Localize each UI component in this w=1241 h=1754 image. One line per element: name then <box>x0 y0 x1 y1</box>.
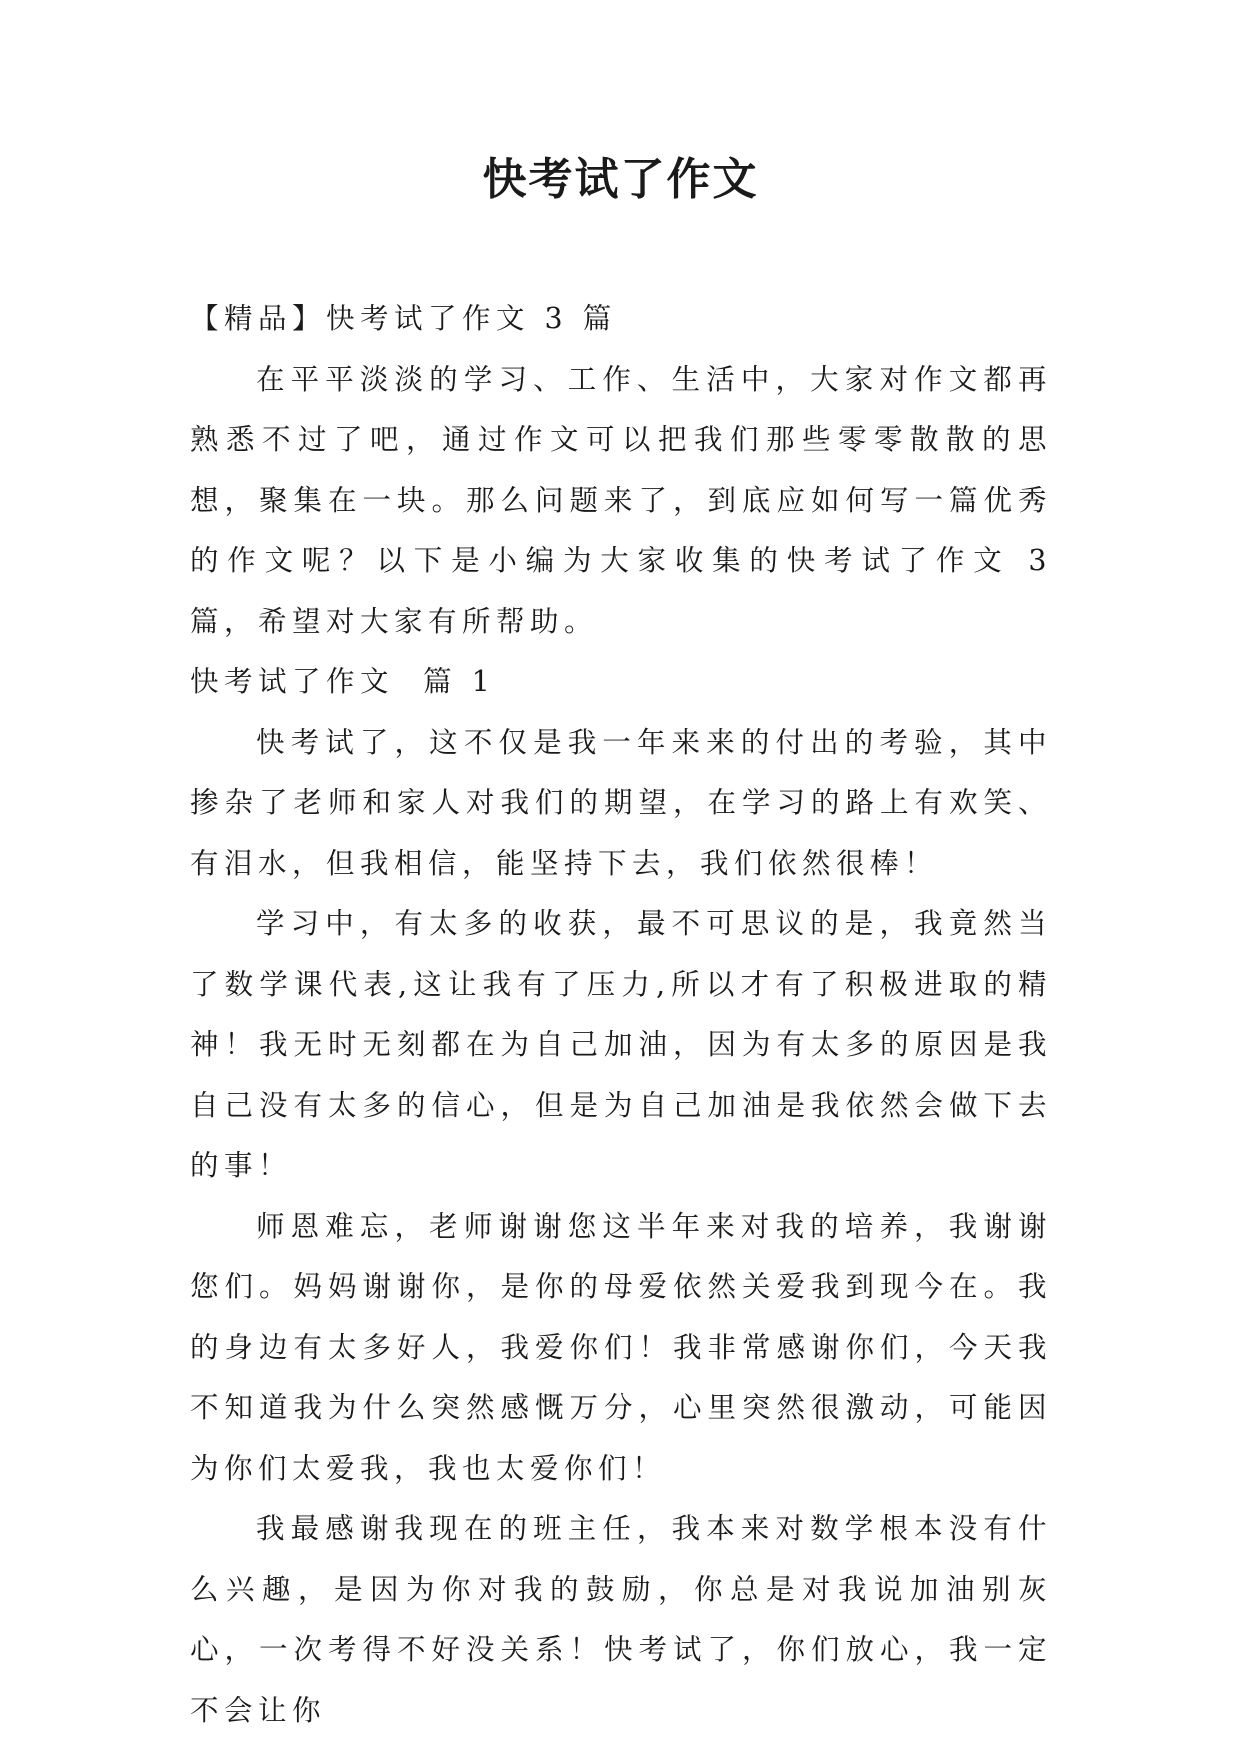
document-title: 快考试了作文 <box>482 154 759 205</box>
body-paragraph-3: 师恩难忘，老师谢谢您这半年来对我的培养，我谢谢您们。妈妈谢谢你，是你的母爱依然关爱我到现今在。我的身边有太多好人，我爱你们！我非常感谢你们，今天我不知道我为什么突然感慨万分，心里突然很激动，可能因为你们太爱我，我也太爱你们！ <box>190 1209 1052 1485</box>
intro-paragraph: 在平平淡淡的学习、工作、生活中，大家对作文都再熟悉不过了吧，通过作文可以把我们那些零零散散的思想，聚集在一块。那么问题来了，到底应如何写一篇优秀的作文呢？以下是小编为大家收集的快考试了作文 3 篇，希望对大家有所帮助。 <box>190 362 1052 638</box>
section-heading: 快考试了作文 篇 1 <box>190 665 496 698</box>
document-subtitle: 【精品】快考试了作文 3 篇 <box>190 302 617 335</box>
document-body <box>190 289 1052 1741</box>
body-paragraph-4: 我最感谢我现在的班主任，我本来对数学根本没有什么兴趣，是因为你对我的鼓励，你总是对我说加油别灰心，一次考得不好没关系！快考试了，你们放心，我一定不会让你 <box>190 1512 1052 1727</box>
body-paragraph-2: 学习中，有太多的收获，最不可思议的是，我竟然当了数学课代表,这让我有了压力,所以才有了积极进取的精神！我无时无刻都在为自己加油，因为有太多的原因是我自己没有太多的信心，但是为自己加油是我依然会做下去的事！ <box>190 907 1052 1182</box>
body-paragraph-1: 快考试了，这不仅是我一年来来的付出的考验，其中掺杂了老师和家人对我们的期望，在学习的路上有欢笑、有泪水，但我相信，能坚持下去，我们依然很棒！ <box>190 725 1052 880</box>
